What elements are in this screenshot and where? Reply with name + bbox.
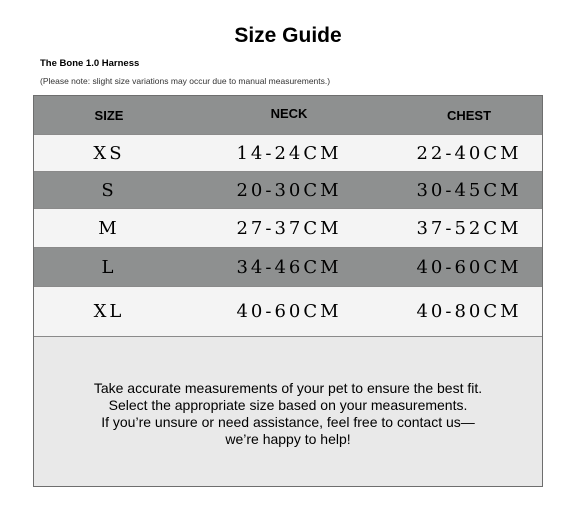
- size-cell: S: [101, 179, 117, 201]
- table-header-row: [34, 96, 542, 135]
- size-cell: M: [98, 217, 120, 239]
- chest-cell: 30-45CM: [416, 179, 522, 201]
- instruction-line: Take accurate measurements of your pet to ensure the best fit.: [93, 380, 483, 396]
- instruction-line: we’re happy to help!: [225, 431, 351, 447]
- instructions: [34, 380, 542, 448]
- header-chest: CHEST: [446, 107, 492, 123]
- chest-cell: 40-80CM: [416, 301, 522, 322]
- chest-cell: 37-52CM: [416, 217, 522, 239]
- size-cell: XL: [93, 301, 125, 322]
- table-row: [34, 287, 542, 337]
- neck-cell: 20-30CM: [236, 179, 342, 201]
- measurement-note: (Please note: slight size variations may occur due to manual measurements.): [40, 76, 331, 86]
- header-size: SIZE: [94, 107, 124, 123]
- product-name: The Bone 1.0 Harness: [40, 58, 140, 69]
- header-neck: NECK: [270, 105, 308, 121]
- instruction-line: If you’re unsure or need assistance, feel free to contact us—: [101, 414, 475, 430]
- table-row: [34, 172, 542, 209]
- page-title: Size Guide: [234, 24, 342, 47]
- neck-cell: 34-46CM: [236, 256, 342, 278]
- instruction-line: Select the appropriate size based on your measurements.: [108, 397, 468, 413]
- neck-cell: 14-24CM: [236, 142, 342, 164]
- table-row: [34, 135, 542, 172]
- table-row: [34, 248, 542, 287]
- size-table: [33, 95, 543, 487]
- chest-cell: 22-40CM: [416, 142, 522, 164]
- neck-cell: 27-37CM: [236, 217, 342, 239]
- neck-cell: 40-60CM: [236, 301, 342, 322]
- table-row: [34, 209, 542, 248]
- size-cell: L: [101, 256, 117, 278]
- size-cell: XS: [93, 142, 125, 164]
- chest-cell: 40-60CM: [416, 256, 522, 278]
